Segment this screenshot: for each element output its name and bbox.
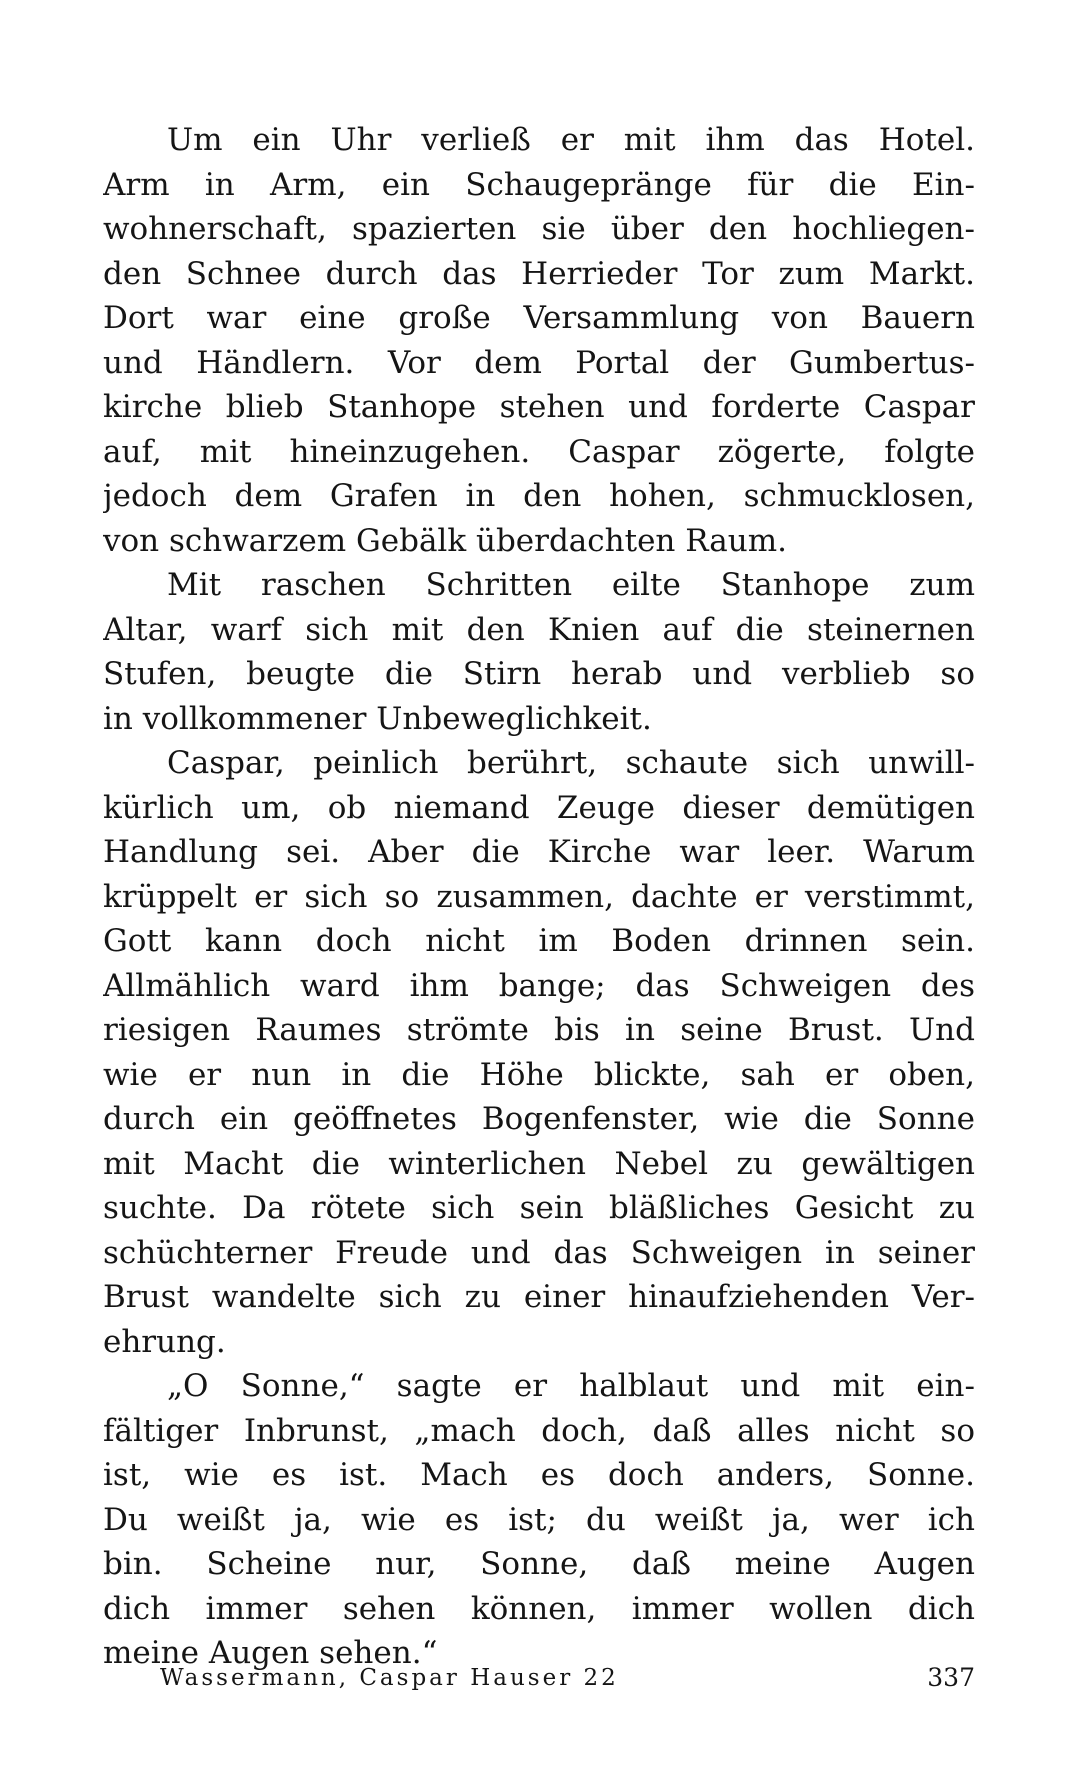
- text-line: von schwarzem Gebälk überdachten Raum.: [103, 522, 787, 559]
- text-line: Um ein Uhr verließ er mit ihm das Hotel.: [167, 122, 975, 158]
- text-line: und Händlern. Vor dem Portal der Gumbertus-: [103, 344, 975, 381]
- text-line: fältiger Inbrunst, „mach doch, daß alles nicht so: [103, 1412, 975, 1449]
- text-line: den Schnee durch das Herrieder Tor zum Markt.: [103, 255, 975, 292]
- text-line: in vollkommener Unbeweglichkeit.: [103, 700, 652, 737]
- page-footer: [160, 1658, 975, 1698]
- text-line: Du weißt ja, wie es ist; du weißt ja, wer ich: [103, 1501, 975, 1538]
- text-line: Caspar, peinlich berührt, schaute sich unwill-: [167, 745, 975, 781]
- text-line: kürlich um, ob niemand Zeuge dieser demütigen: [103, 789, 975, 826]
- text-line: wohnerschaft, spazierten sie über den hochliegen-: [103, 211, 975, 247]
- text-line: bin. Scheine nur, Sonne, daß meine Augen: [103, 1546, 975, 1582]
- signature-mark: Wassermann, Caspar Hauser 22: [160, 1665, 619, 1691]
- text-line: „O Sonne,“ sagte er halblaut und mit ein-: [167, 1368, 975, 1404]
- text-line: mit Macht die winterlichen Nebel zu gewältigen: [103, 1145, 975, 1182]
- text-line: Brust wandelte sich zu einer hinaufziehenden Ver-: [103, 1279, 975, 1315]
- text-line: ist, wie es ist. Mach es doch anders, Sonne.: [103, 1457, 975, 1493]
- text-line: Dort war eine große Versammlung von Bauern: [103, 300, 975, 336]
- text-line: riesigen Raumes strömte bis in seine Brust. Und: [103, 1012, 975, 1048]
- text-line: Gott kann doch nicht im Boden drinnen sein.: [103, 923, 975, 959]
- text-line: ehrung.: [103, 1323, 226, 1360]
- text-line: Allmählich ward ihm bange; das Schweigen des: [103, 967, 975, 1004]
- text-line: Mit raschen Schritten eilte Stanhope zum: [167, 567, 975, 603]
- text-line: meine Augen sehen.“: [103, 1635, 438, 1671]
- text-line: suchte. Da rötete sich sein bläßliches Gesicht zu: [103, 1190, 975, 1226]
- text-line: Stufen, beugte die Stirn herab und verblieb so: [103, 656, 975, 692]
- text-line: krüppelt er sich so zusammen, dachte er verstimmt,: [103, 878, 975, 915]
- text-line: kirche blieb Stanhope stehen und forderte Caspar: [103, 389, 975, 425]
- body-text: [103, 118, 975, 1676]
- text-line: Altar, warf sich mit den Knien auf die steinernen: [103, 611, 975, 648]
- text-line: Arm in Arm, ein Schaugepränge für die Ein-: [103, 166, 975, 203]
- text-line: schüchterner Freude und das Schweigen in seiner: [103, 1234, 975, 1271]
- text-line: durch ein geöffnetes Bogenfenster, wie die Sonne: [103, 1101, 975, 1137]
- page-number: 337: [927, 1663, 975, 1692]
- text-line: Handlung sei. Aber die Kirche war leer. Warum: [103, 834, 975, 870]
- text-line: auf, mit hineinzugehen. Caspar zögerte, folgte: [103, 433, 975, 470]
- text-line: wie er nun in die Höhe blickte, sah er oben,: [103, 1056, 975, 1093]
- text-line: jedoch dem Grafen in den hohen, schmucklosen,: [103, 478, 975, 514]
- text-line: dich immer sehen können, immer wollen dich: [103, 1590, 975, 1627]
